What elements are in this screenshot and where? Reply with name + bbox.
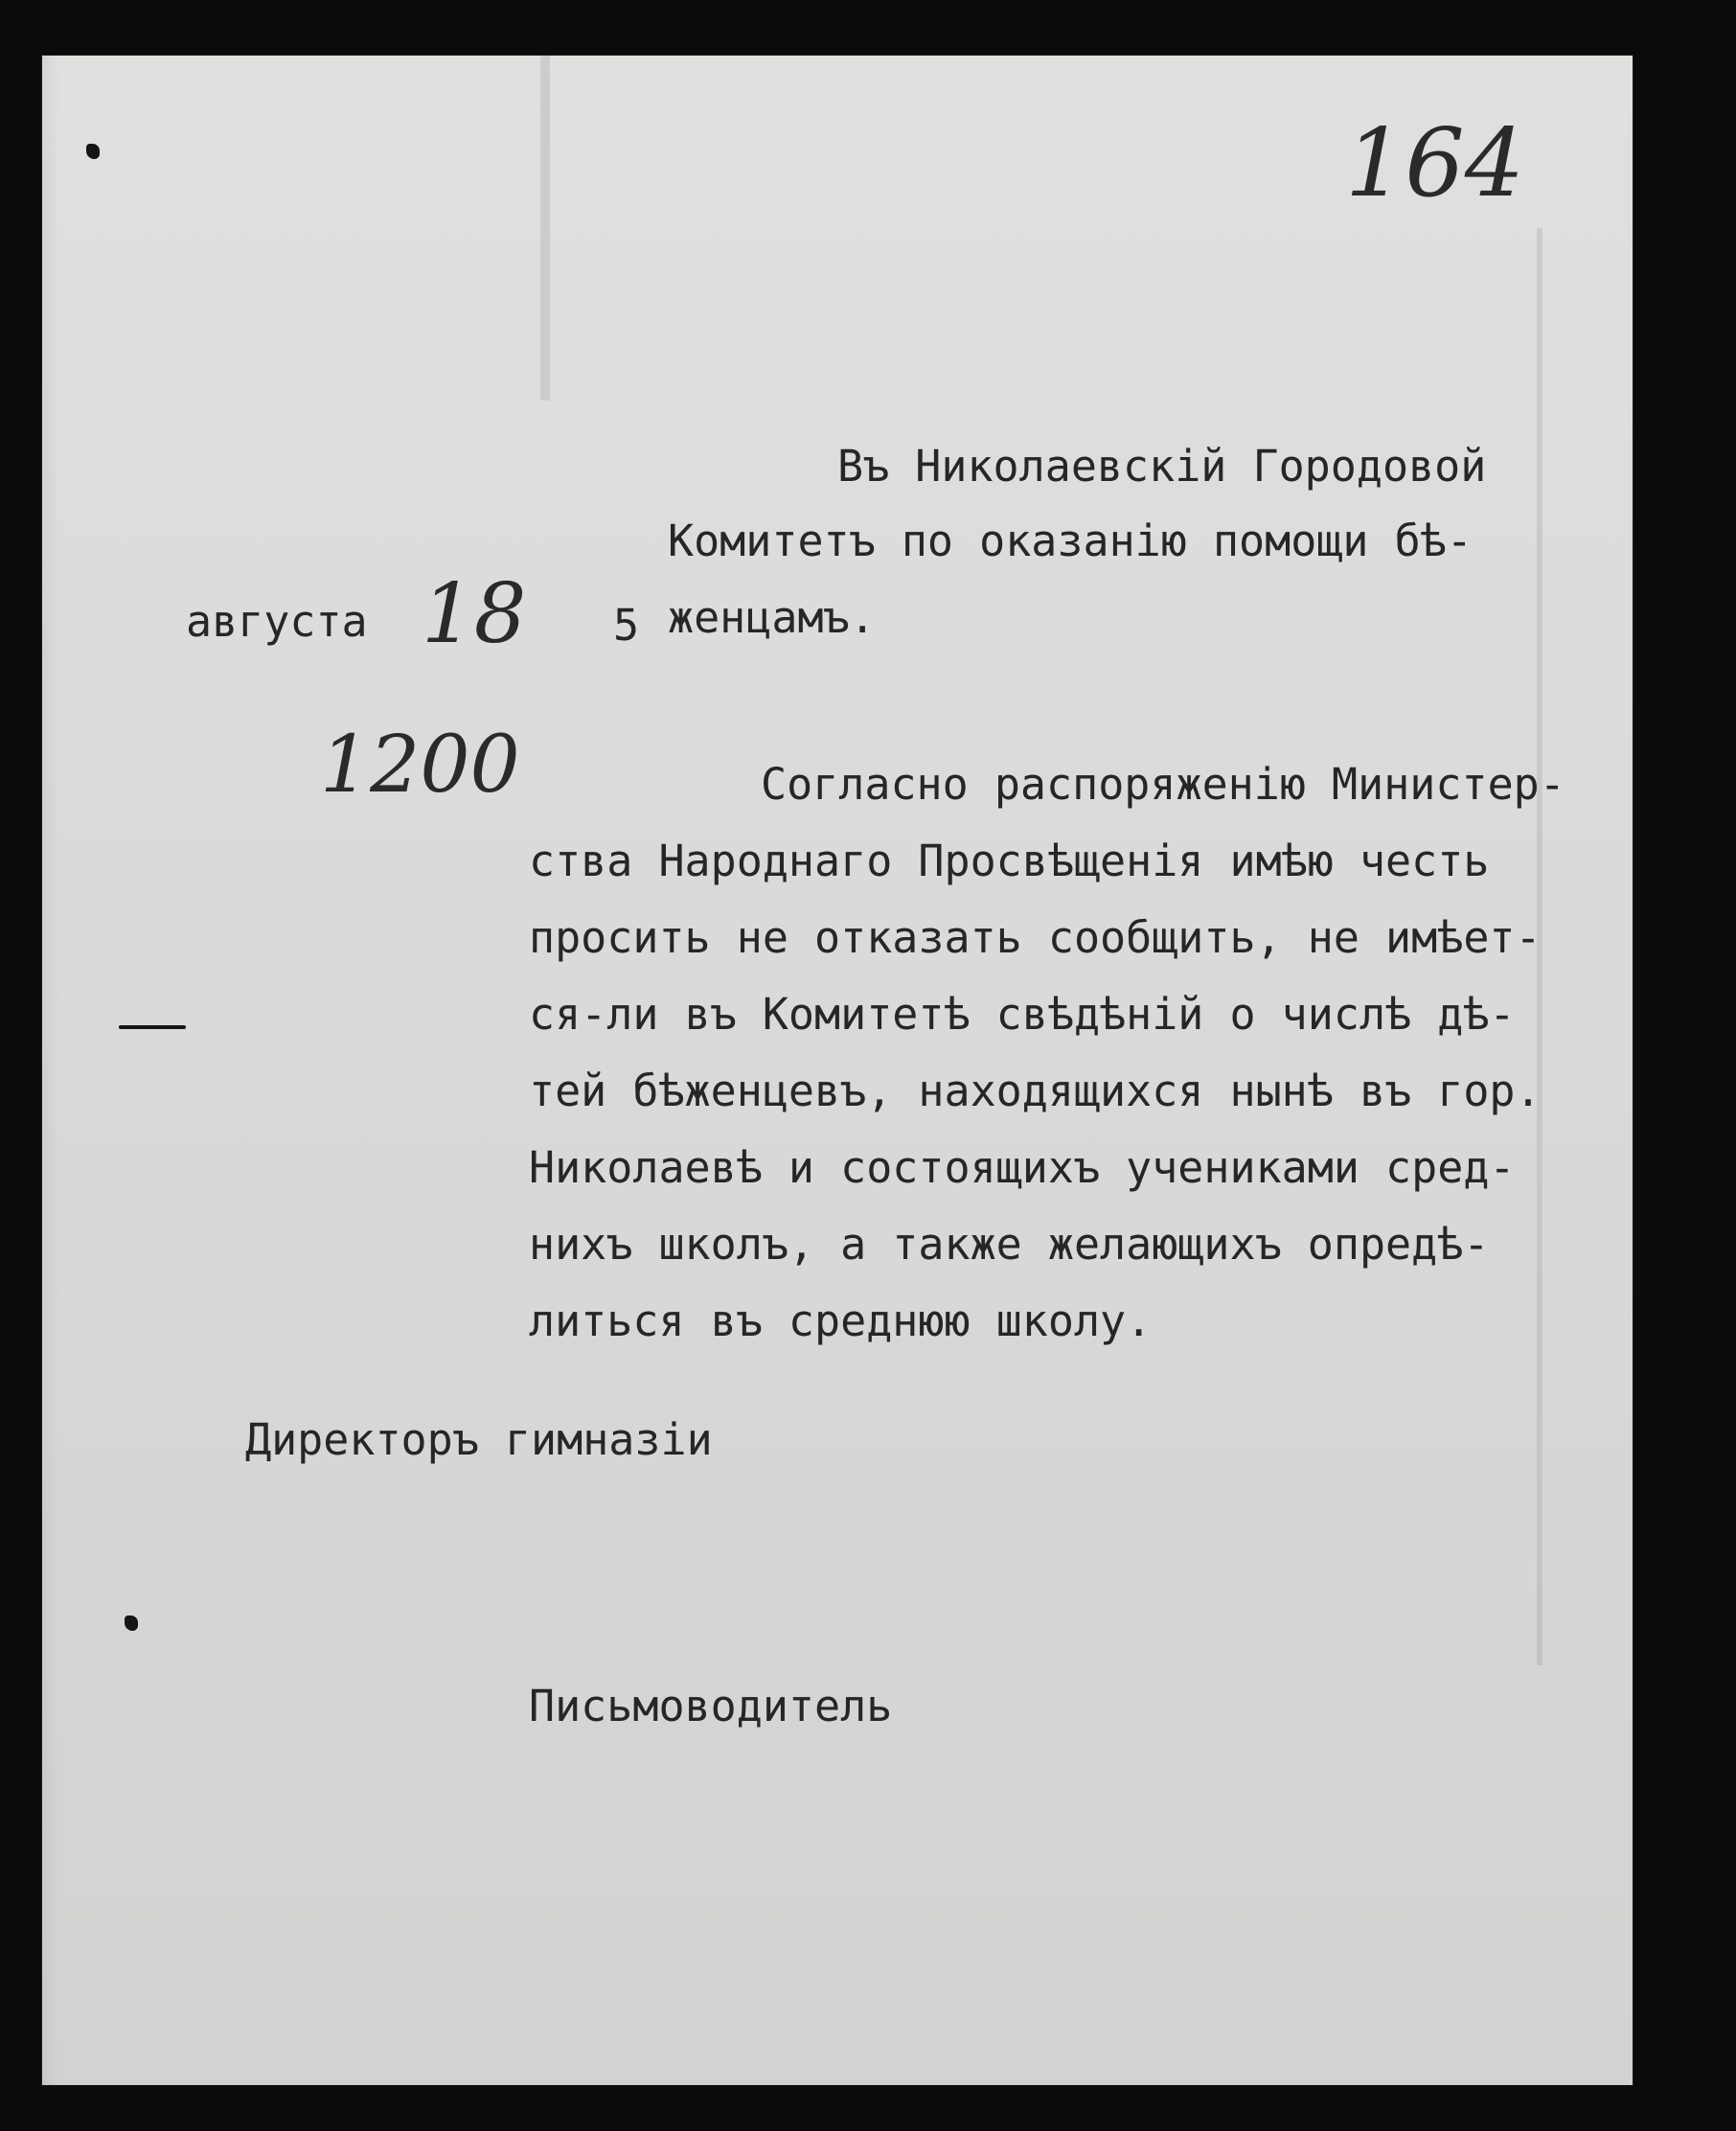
date-day: 18 xyxy=(422,566,527,662)
address-line: Въ Николаевскій Городовой xyxy=(837,441,1487,492)
body-line: литься въ среднюю школу. xyxy=(529,1295,1153,1346)
body-line: Согласно распоряженію Министер- xyxy=(761,759,1565,810)
body-line: ства Народнаго Просвѣщенія имѣю честь xyxy=(529,836,1490,886)
signature-director: Директоръ гимназіи xyxy=(245,1414,713,1465)
body-line: Николаевѣ и состоящихъ учениками сред- xyxy=(529,1142,1516,1193)
body-line: просить не отказать сообщить, не имѣет- xyxy=(529,912,1542,963)
body-line: тей бѣженцевъ, находящихся нынѣ въ гор. xyxy=(529,1066,1542,1116)
address-line: Комитетъ по оказанію помощи бѣ- xyxy=(668,516,1473,566)
ink-stroke xyxy=(119,1025,186,1029)
punch-hole xyxy=(125,1615,138,1631)
signature-clerk: Письмоводитель xyxy=(529,1681,893,1731)
folio-number: 164 xyxy=(1345,109,1525,218)
outgoing-number: 1200 xyxy=(320,720,520,811)
document-page xyxy=(42,56,1633,2085)
date-month: августа xyxy=(186,596,368,647)
address-line: женцамъ. xyxy=(668,592,876,643)
year-digit: 5 xyxy=(613,600,640,651)
body-line: нихъ школъ, а также желающихъ опредѣ- xyxy=(529,1219,1490,1270)
body-line: ся-ли въ Комитетѣ свѣдѣній о числѣ дѣ- xyxy=(529,989,1516,1040)
paper-crease xyxy=(540,56,550,401)
